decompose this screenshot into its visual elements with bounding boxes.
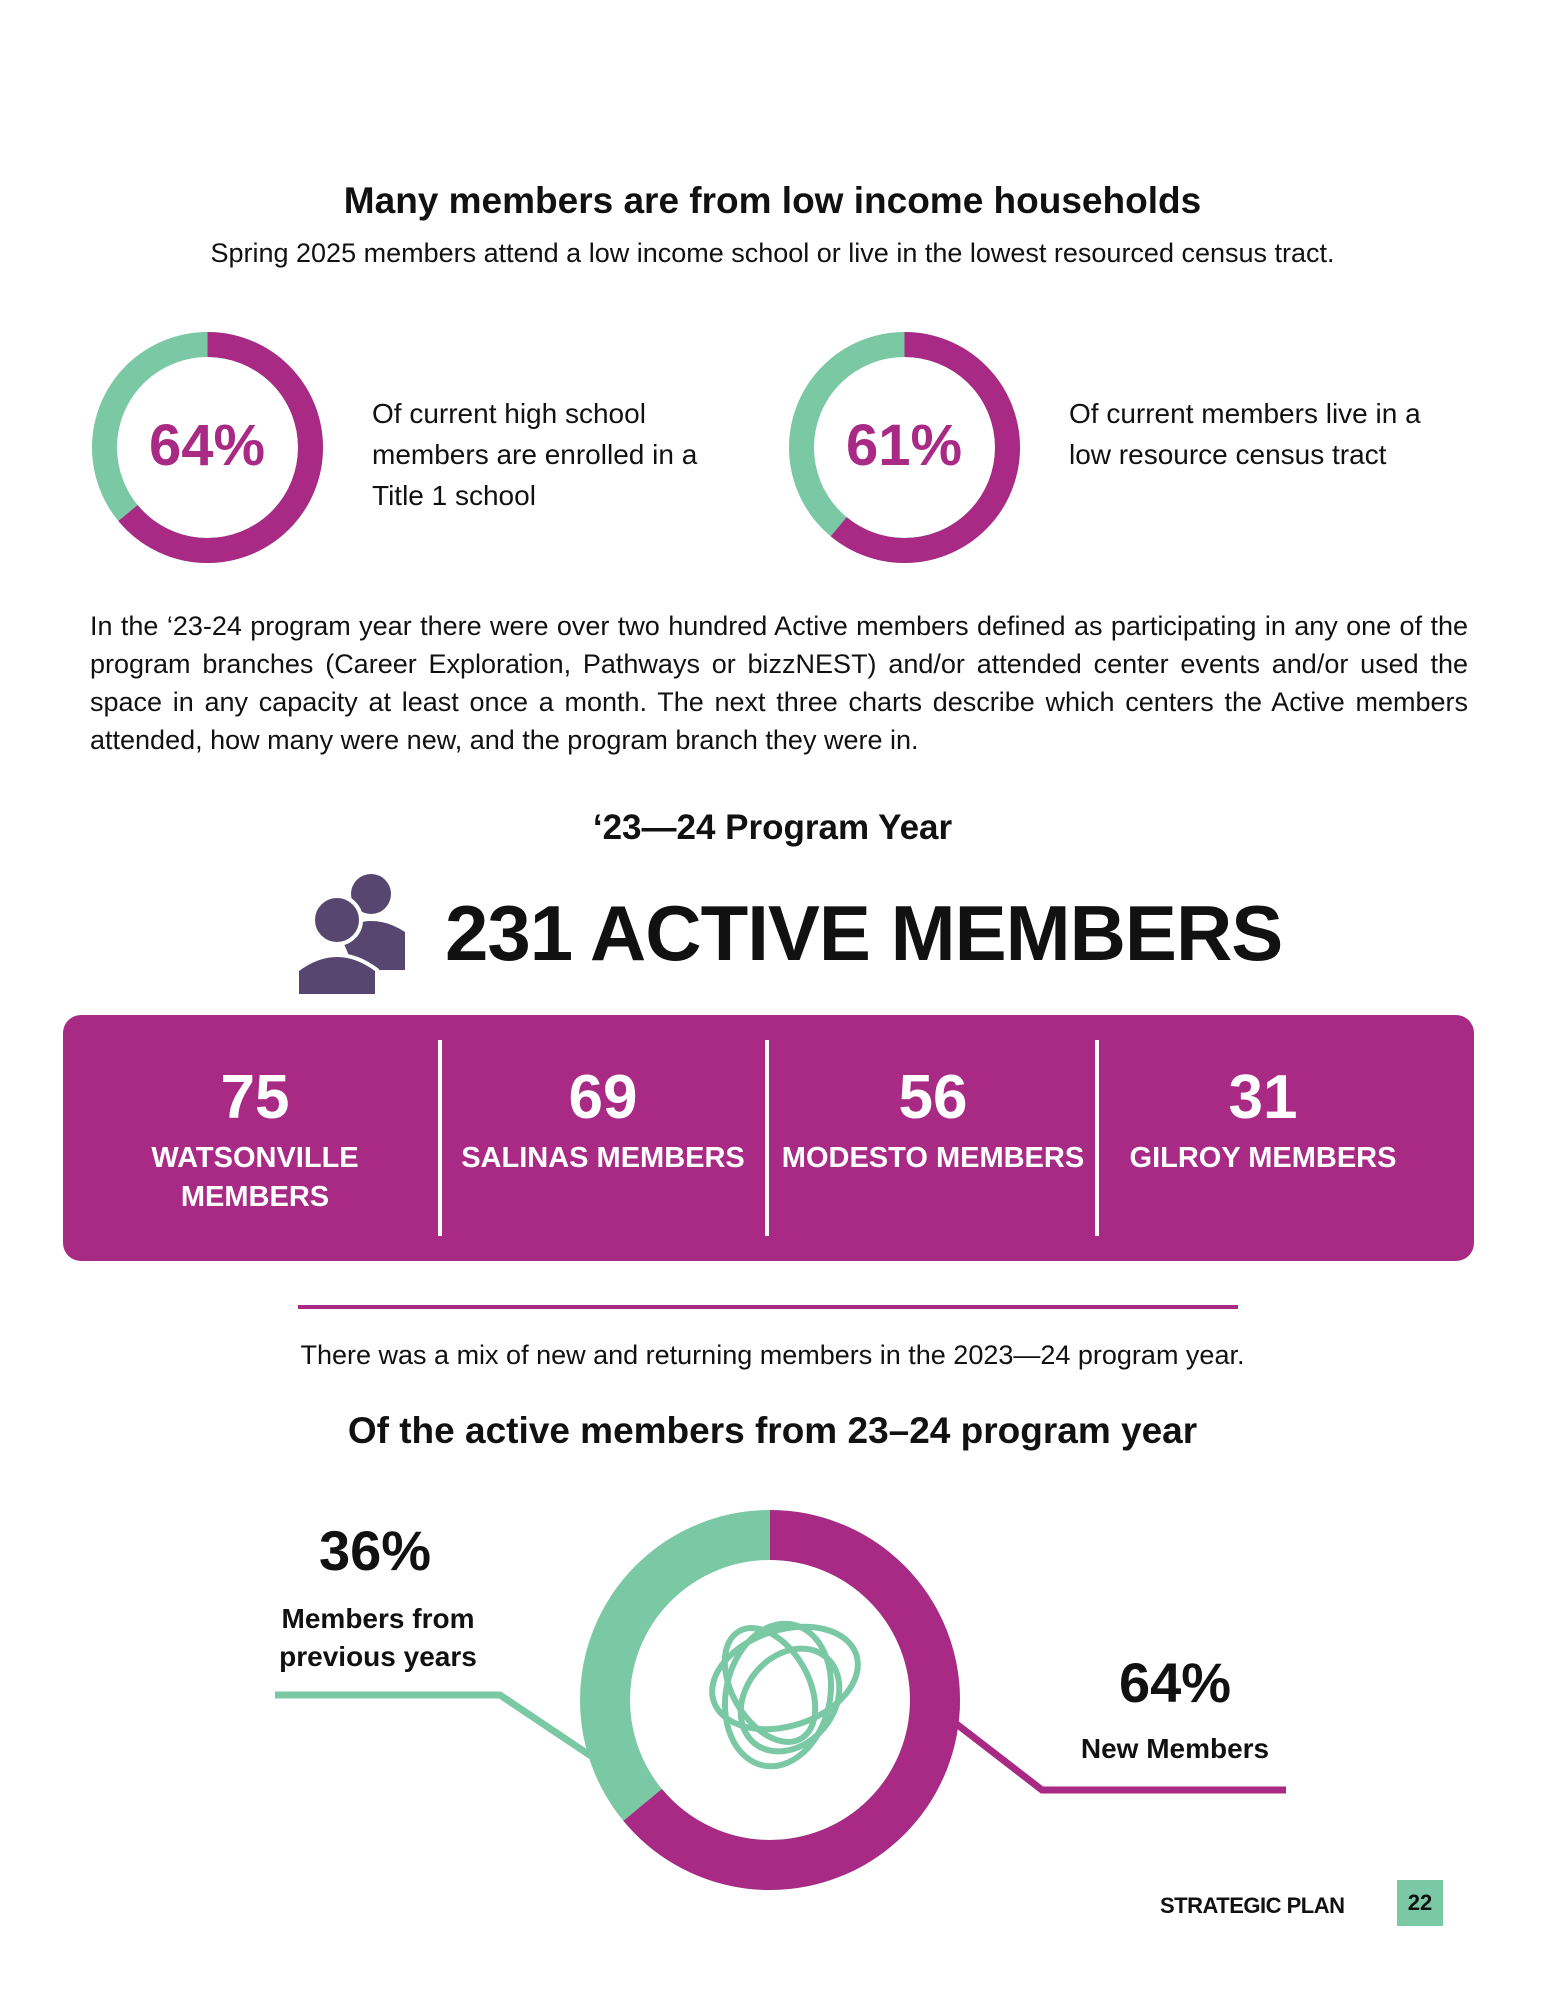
new-label: New Members [1080, 1733, 1270, 1764]
mix-description: There was a mix of new and returning members in the 2023—24 program year. [300, 1340, 1245, 1370]
section-subtitle: Spring 2025 members attend a low income school or live in the lowest resourced census tract. [210, 238, 1335, 268]
title1-description: Of current high school members are enrolled in a Title 1 school [372, 398, 698, 511]
intro-paragraph: In the ‘23-24 program year there were over two hundred Active members defined as participating in any one of the program branches (Career Exploration, Pathways or bizzNEST) and/or attended center events and/or used the space in any capacity at least once a month. The next three charts describe which centers the Active members attended, how many were new, and the program branch they were in. [90, 611, 1468, 755]
center-gilroy [1098, 1015, 1428, 1261]
title1-percent: 64% [148, 413, 266, 478]
center-modesto [768, 1015, 1098, 1261]
center-label: WATSONVILLE MEMBERS [151, 1142, 359, 1213]
page-number: 22 [1397, 1880, 1443, 1926]
new-leader-line [950, 1715, 1290, 1795]
people-icon [295, 870, 410, 1000]
new-returning-title: Of the active members from 23–24 program year [347, 1410, 1198, 1451]
program-year-heading: ‘23—24 Program Year [592, 808, 953, 847]
footer-label: STRATEGIC PLAN [1160, 1893, 1345, 1918]
center-count: 69 [568, 1063, 638, 1132]
census-percent: 61% [845, 413, 963, 478]
new-percent: 64% [1118, 1651, 1232, 1714]
center-label: SALINAS MEMBERS [461, 1142, 745, 1174]
census-description: Of current members live in a low resource census tract [1069, 398, 1421, 470]
center-watsonville [90, 1015, 420, 1261]
returning-leader-line [275, 1690, 595, 1760]
center-count: 75 [220, 1063, 290, 1132]
section-separator [298, 1305, 1238, 1309]
returning-percent: 36% [318, 1519, 432, 1582]
center-label: GILROY MEMBERS [1129, 1142, 1397, 1174]
returning-label: Members from previous years [279, 1603, 477, 1672]
center-salinas [438, 1015, 768, 1261]
active-members-headline: 231 ACTIVE MEMBERS [445, 889, 1283, 977]
center-members-panel [63, 1015, 1474, 1261]
center-count: 31 [1228, 1063, 1298, 1132]
scribble-logo-icon [699, 1609, 871, 1776]
new-returning-donut-chart [580, 1510, 960, 1890]
center-label: MODESTO MEMBERS [781, 1142, 1085, 1174]
center-count: 56 [898, 1063, 968, 1132]
section-title: Many members are from low income households [343, 180, 1202, 221]
